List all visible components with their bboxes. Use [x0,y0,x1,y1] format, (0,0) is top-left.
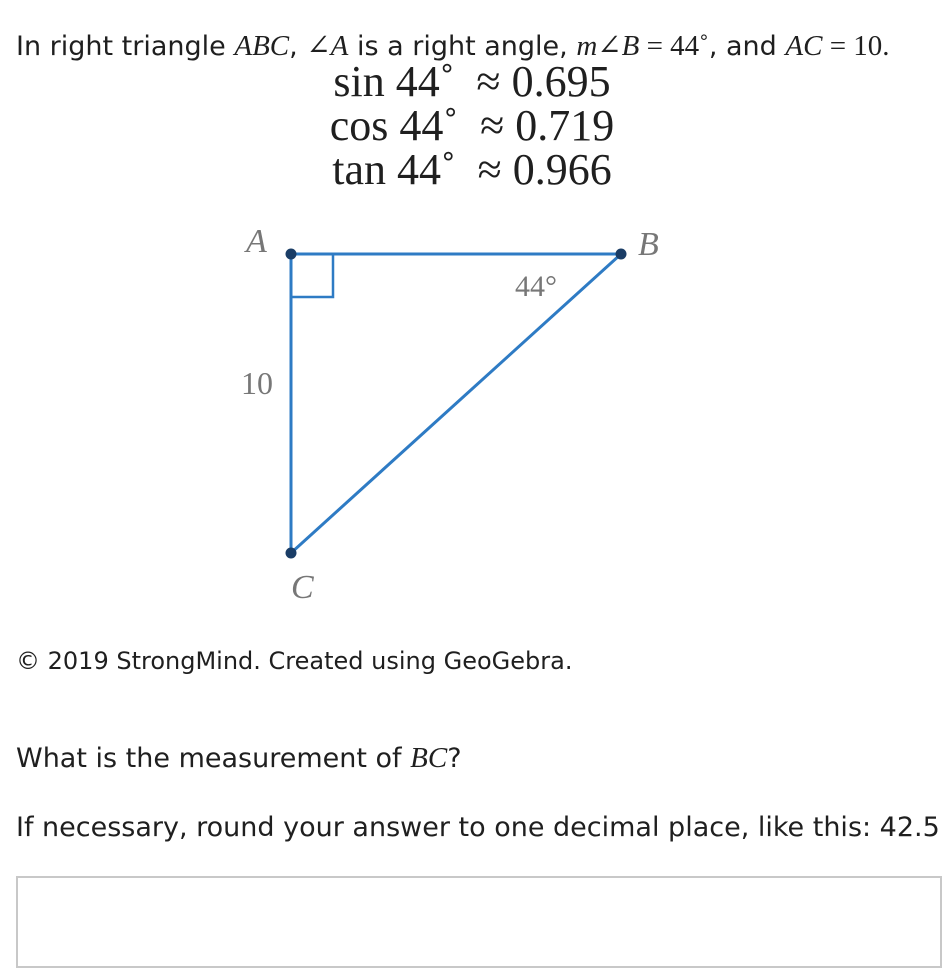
label-a: A [246,223,267,260]
point-a [286,249,297,260]
comma-1: , [289,31,307,62]
is-right-text: is a right angle, [348,31,577,62]
angle-symbol-b: ∠ [597,30,622,62]
cos-value: cos 44˚ ≈ 0.719 [329,101,615,150]
answer-input[interactable] [16,876,942,968]
rounding-instruction: If necessary, round your answer to one decimal place, like this: 42.5 [16,812,940,843]
question-suffix: ? [447,743,462,774]
question-prefix: What is the measurement of [16,743,411,774]
angle-b-label: 44° [515,270,557,303]
label-c: C [291,569,314,606]
side-ac-value: = 10. [822,30,890,62]
triangle-diagram [230,220,670,610]
right-angle-marker [291,254,333,297]
angle-b-value: = 44˚ [639,30,709,62]
point-b [616,249,627,260]
trig-values [0,57,944,194]
question-text [16,740,462,777]
side-bc [291,254,621,553]
segment-bc: BC [410,742,448,774]
problem-intro: In right triangle [16,31,235,62]
angle-a-name: A [330,30,349,62]
measure-m: m [576,30,598,62]
angle-b-name: B [621,30,640,62]
tan-value: tan 44˚ ≈ 0.966 [332,145,612,194]
sin-value: sin 44˚ ≈ 0.695 [333,57,611,106]
triangle-name: ABC [234,30,290,62]
copyright-notice: © 2019 StrongMind. Created using GeoGebra. [16,647,573,675]
side-ac-label: 10 [241,365,273,401]
label-b: B [638,226,659,263]
and-text: , and [708,31,786,62]
angle-symbol: ∠ [306,30,331,62]
side-ac-name: AC [785,30,823,62]
point-c [286,548,297,559]
